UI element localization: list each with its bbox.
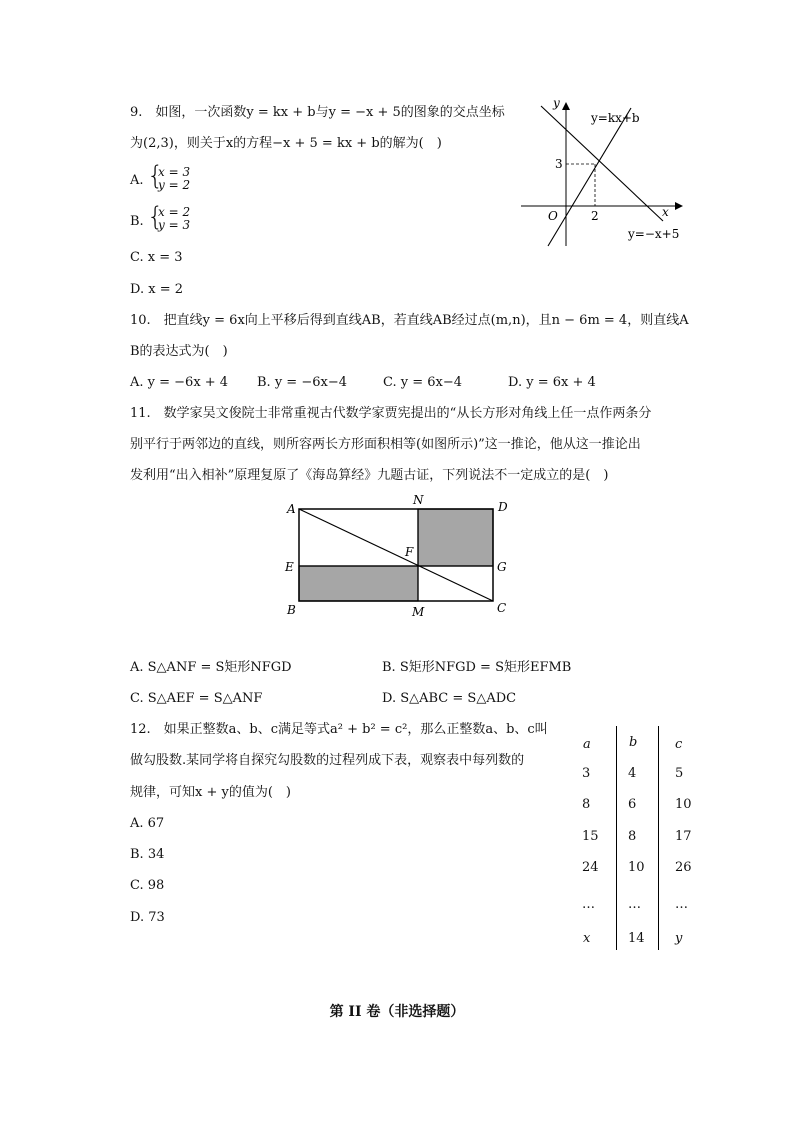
table-cell: x	[583, 931, 591, 946]
tick-x-label: 2	[591, 209, 599, 223]
q9-option-c[interactable]: C. x = 3	[130, 250, 183, 265]
q9-option-b-row1: x = 2	[158, 205, 191, 219]
q9-option-a-row2: y = 2	[158, 178, 191, 192]
table-header-b: b	[629, 735, 638, 750]
q9-option-b-row2: y = 3	[158, 218, 191, 232]
q9-option-a-row1: x = 3	[158, 165, 191, 179]
point-label-d: D	[498, 500, 508, 514]
point-label-m: M	[412, 605, 425, 619]
left-brace-icon: {	[147, 161, 164, 191]
table-cell: 14	[628, 931, 645, 946]
q12-option-a[interactable]: A. 67	[130, 816, 165, 831]
q9-stem-line1: 9. 如图，一次函数y = kx + b与y = −x + 5的图象的交点坐标	[130, 105, 505, 120]
table-cell: 5	[675, 766, 684, 781]
q11-option-d[interactable]: D. S△ABC = S△ADC	[382, 691, 517, 706]
shaded-rect-nfgd	[418, 509, 493, 566]
line2-label: y=−x+5	[628, 227, 680, 241]
q10-stem-line1: 10. 把直线y = 6x向上平移后得到直线AB，若直线AB经过点(m,n)，且n − 6m = 4，则直线A	[130, 313, 689, 328]
q11-stem-line1: 11. 数学家吴文俊院士非常重视古代数学家贾宪提出的“从长方形对角线上任一点作两条分	[130, 406, 652, 421]
table-cell: y	[675, 931, 683, 946]
table-cell: …	[675, 897, 688, 912]
left-brace-icon: {	[147, 202, 164, 232]
point-label-g: G	[497, 560, 507, 574]
table-cell: 10	[675, 797, 692, 812]
point-label-f: F	[405, 545, 414, 559]
table-cell: 26	[675, 860, 692, 875]
q12-option-b[interactable]: B. 34	[130, 847, 165, 862]
x-axis-arrow-icon	[675, 202, 683, 210]
q9-option-d[interactable]: D. x = 2	[130, 282, 183, 297]
point-label-a: A	[287, 502, 296, 516]
q12-stem-line2: 做勾股数.某同学将自探究勾股数的过程列成下表，观察表中每列数的	[130, 753, 525, 768]
q12-option-d[interactable]: D. 73	[130, 910, 165, 925]
table-header-a: a	[583, 737, 591, 752]
tick-y-label: 3	[555, 157, 563, 171]
section-title: 第 II 卷（非选择题）	[329, 1004, 465, 1020]
q9-option-b-label: B.	[130, 214, 144, 229]
y-axis-arrow-icon	[562, 102, 570, 110]
table-cell: 4	[628, 766, 637, 781]
point-label-e: E	[285, 560, 294, 574]
q11-option-b[interactable]: B. S矩形NFGD = S矩形EFMB	[382, 660, 572, 675]
table-header-c: c	[675, 737, 683, 752]
q10-option-a[interactable]: A. y = −6x + 4	[130, 375, 229, 390]
origin-label: O	[548, 209, 558, 223]
q10-option-b[interactable]: B. y = −6x−4	[257, 375, 347, 390]
table-cell: 15	[582, 829, 599, 844]
q11-stem-line3: 发利用“出入相补”原理复原了《海岛算经》九题古证，下列说法不一定成立的是( )	[130, 468, 609, 483]
q10-option-d[interactable]: D. y = 6x + 4	[508, 375, 596, 390]
q11-stem-line2: 别平行于两邻边的直线，则所容两长方形面积相等(如图所示)”这一推论，他从这一推论出	[130, 437, 641, 452]
table-cell: 3	[582, 766, 591, 781]
shaded-rect-efmb	[299, 566, 418, 601]
q11-option-a[interactable]: A. S△ANF = S矩形NFGD	[130, 660, 292, 675]
line-kx-plus-b	[548, 108, 631, 246]
table-divider-1	[616, 726, 617, 950]
table-divider-2	[658, 726, 659, 950]
q12-stem-line1: 12. 如果正整数a、b、c满足等式a² + b² = c²，那么正整数a、b、c叫	[130, 722, 548, 737]
x-axis-label: x	[662, 205, 669, 219]
y-axis-label: y	[553, 98, 560, 110]
table-cell: 8	[582, 797, 591, 812]
q12-option-c[interactable]: C. 98	[130, 878, 165, 893]
table-cell: 17	[675, 829, 692, 844]
q10-stem-line2: B的表达式为( )	[130, 344, 228, 359]
q12-stem-line3: 规律，可知x + y的值为( )	[130, 785, 291, 800]
q10-option-c[interactable]: C. y = 6x−4	[383, 375, 463, 390]
table-cell: 8	[628, 829, 637, 844]
q11-option-c[interactable]: C. S△AEF = S△ANF	[130, 691, 263, 706]
point-label-n: N	[413, 493, 424, 507]
table-cell: 6	[628, 797, 637, 812]
q11-rectangle-figure	[280, 488, 520, 623]
line1-label: y=kx+b	[591, 111, 640, 125]
table-cell: …	[582, 897, 595, 912]
point-label-b: B	[287, 603, 296, 617]
point-label-c: C	[497, 601, 507, 615]
table-cell: 10	[628, 860, 645, 875]
q9-stem-line2: 为(2,3)，则关于x的方程−x + 5 = kx + b的解为( )	[130, 136, 442, 151]
table-cell: 24	[582, 860, 599, 875]
q9-option-a-label: A.	[130, 173, 144, 188]
q9-function-graph	[515, 98, 705, 248]
table-cell: …	[628, 897, 641, 912]
